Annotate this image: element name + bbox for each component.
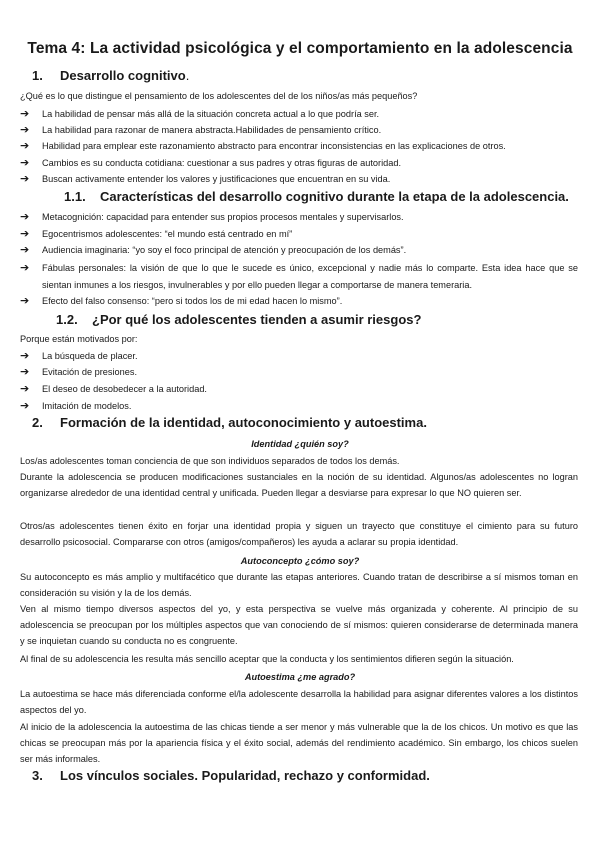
section-1-question: ¿Qué es lo que distingue el pensamiento de los adolescentes del de los niños/as más pequeños? (20, 91, 418, 101)
section-2-heading (32, 415, 427, 430)
right-arrow-icon: ➔ (20, 350, 30, 362)
list-item-text: Habilidad para emplear este razonamiento abstracto para encontrar inconsistencias en las explicaciones de otros. (42, 141, 506, 151)
list-item-text: Evitación de presiones. (42, 367, 137, 377)
section-1-1-number: 1.1. (64, 189, 86, 204)
list-item-text: Efecto del falso consenso: “pero si todos los de mi edad hacen lo mismo”. (42, 296, 343, 306)
right-arrow-icon: ➔ (20, 211, 30, 223)
list-item (20, 106, 380, 122)
right-arrow-icon: ➔ (20, 366, 30, 378)
section-3-number: 3. (32, 768, 43, 783)
list-item-text: Audiencia imaginaria: “yo soy el foco principal de atención y preocupación de los demás”. (42, 245, 407, 255)
list-item-text: La búsqueda de placer. (42, 351, 138, 361)
right-arrow-icon: ➔ (20, 157, 30, 169)
list-item (20, 242, 407, 258)
right-arrow-icon: ➔ (20, 295, 30, 307)
list-item (20, 226, 293, 242)
right-arrow-icon: ➔ (20, 383, 30, 395)
section-1-2-heading (56, 312, 421, 327)
list-item-text: Fábulas personales: la visión de que lo que le sucede es único, excepcional y nadie más lo comparte. Esta idea hace que se sientan inmunes a los riesgos, invulnerables y por ello pueden llegar a comportarse de manera temeraria. (42, 263, 578, 290)
list-item-text: Cambios es su conducta cotidiana: cuestionar a sus padres y otras figuras de autoridad. (42, 158, 402, 168)
section-1-1-title: Características del desarrollo cognitivo durante la etapa de la adolescencia. (100, 189, 569, 204)
list-item-text: La habilidad para razonar de manera abstracta.Habilidades de pensamiento crítico. (42, 125, 382, 135)
selfconcept-paragraph: Ven al mismo tiempo diversos aspectos del yo, y esta perspectiva se vuelve más organizada y coherente. Al principio de su adolescencia se preocupan por los múltiples aspectos que van conociendo de sí mismos: quieren considerarse de determinada manera y se inquietan cuando su conducta no es congruente. (20, 604, 578, 647)
identity-paragraph: Los/as adolescentes toman conciencia de que son individuos separados de todos los demás. (20, 456, 400, 466)
list-item (20, 171, 391, 187)
section-3-title: Los vínculos sociales. Popularidad, rechazo y conformidad. (60, 768, 430, 783)
list-item (20, 398, 132, 414)
list-item (20, 260, 578, 293)
section-1-title-dot: . (185, 68, 190, 83)
section-1-number: 1. (32, 68, 43, 83)
section-1-title: Desarrollo cognitivo (60, 68, 186, 83)
list-item-text: Buscan activamente entender los valores y justificaciones que encuentran en su vida. (42, 174, 391, 184)
selfesteem-subheading: Autoestima ¿me agrado? (244, 672, 356, 682)
section-2-title: Formación de la identidad, autoconocimiento y autoestima. (60, 415, 427, 430)
right-arrow-icon: ➔ (20, 140, 30, 152)
selfconcept-paragraph: Al final de su adolescencia les resulta más sencillo aceptar que la conducta y los sentimientos difieren según la situación. (20, 654, 514, 664)
right-arrow-icon: ➔ (20, 244, 30, 256)
list-item-text: La habilidad de pensar más allá de la situación concreta actual a lo que podría ser. (42, 109, 380, 119)
section-1-1-heading (64, 189, 569, 204)
selfconcept-subheading: Autoconcepto ¿cómo soy? (240, 556, 360, 566)
list-item-text: Egocentrismos adolescentes: “el mundo está centrado en mí” (42, 229, 293, 239)
right-arrow-icon: ➔ (20, 262, 30, 274)
list-item-text: Imitación de modelos. (42, 401, 132, 411)
list-item (20, 348, 138, 364)
identity-paragraph: Durante la adolescencia se producen modificaciones sustanciales en la noción de su identidad. Algunos/as adolescentes no logran organizarse alrededor de una identidad central y unificada. Pueden llegar a desviarse para expresar lo que NO quieren ser. (20, 472, 578, 499)
section-3-heading (32, 768, 430, 783)
selfconcept-paragraph: Su autoconcepto es más amplio y multifacético que durante las etapas anteriores. Cuando tratan de describirse a sí mismos toman en consideración su visión y la de los demás. (20, 572, 578, 599)
list-item (20, 364, 137, 380)
section-1-2-intro: Porque están motivados por: (20, 334, 138, 344)
right-arrow-icon: ➔ (20, 124, 30, 136)
list-item-text: El deseo de desobedecer a la autoridad. (42, 384, 207, 394)
document-title: Tema 4: La actividad psicológica y el comportamiento en la adolescencia (27, 40, 573, 57)
list-item-text: Metacognición: capacidad para entender sus propios procesos mentales y supervisarlos. (42, 212, 404, 222)
selfesteem-paragraph: Al inicio de la adolescencia la autoestima de las chicas tiende a ser menor y más vulnerable que la de los chicos. Un motivo es que las chicas se preocupan más por la apariencia física y el éxito social, además del rendimiento académico. Sin embargo, los chicos suelen ser más informales. (20, 722, 578, 765)
selfesteem-paragraph: La autoestima se hace más diferenciada conforme el/la adolescente desarrolla la habilidad para asignar diferentes valores a los distintos aspectos del yo. (20, 689, 578, 716)
right-arrow-icon: ➔ (20, 108, 30, 120)
list-item (20, 122, 382, 138)
right-arrow-icon: ➔ (20, 400, 30, 412)
identity-paragraph: Otros/as adolescentes tienen éxito en forjar una identidad propia y siguen un trayecto que constituye el cimiento para su futuro desarrollo psicosocial. Compararse con otros (amigos/compañeros) les ayuda a aclarar su propia identidad. (20, 521, 578, 548)
list-item (20, 381, 207, 397)
list-item (20, 138, 506, 154)
list-item (20, 155, 402, 171)
section-1-2-number: 1.2. (56, 312, 78, 327)
list-item (20, 209, 404, 225)
section-1-2-title: ¿Por qué los adolescentes tienden a asumir riesgos? (92, 312, 422, 327)
list-item (20, 293, 343, 309)
right-arrow-icon: ➔ (20, 228, 30, 240)
identity-subheading: Identidad ¿quién soy? (251, 439, 349, 449)
right-arrow-icon: ➔ (20, 173, 30, 185)
section-2-number: 2. (32, 415, 43, 430)
section-1-heading (32, 68, 189, 83)
